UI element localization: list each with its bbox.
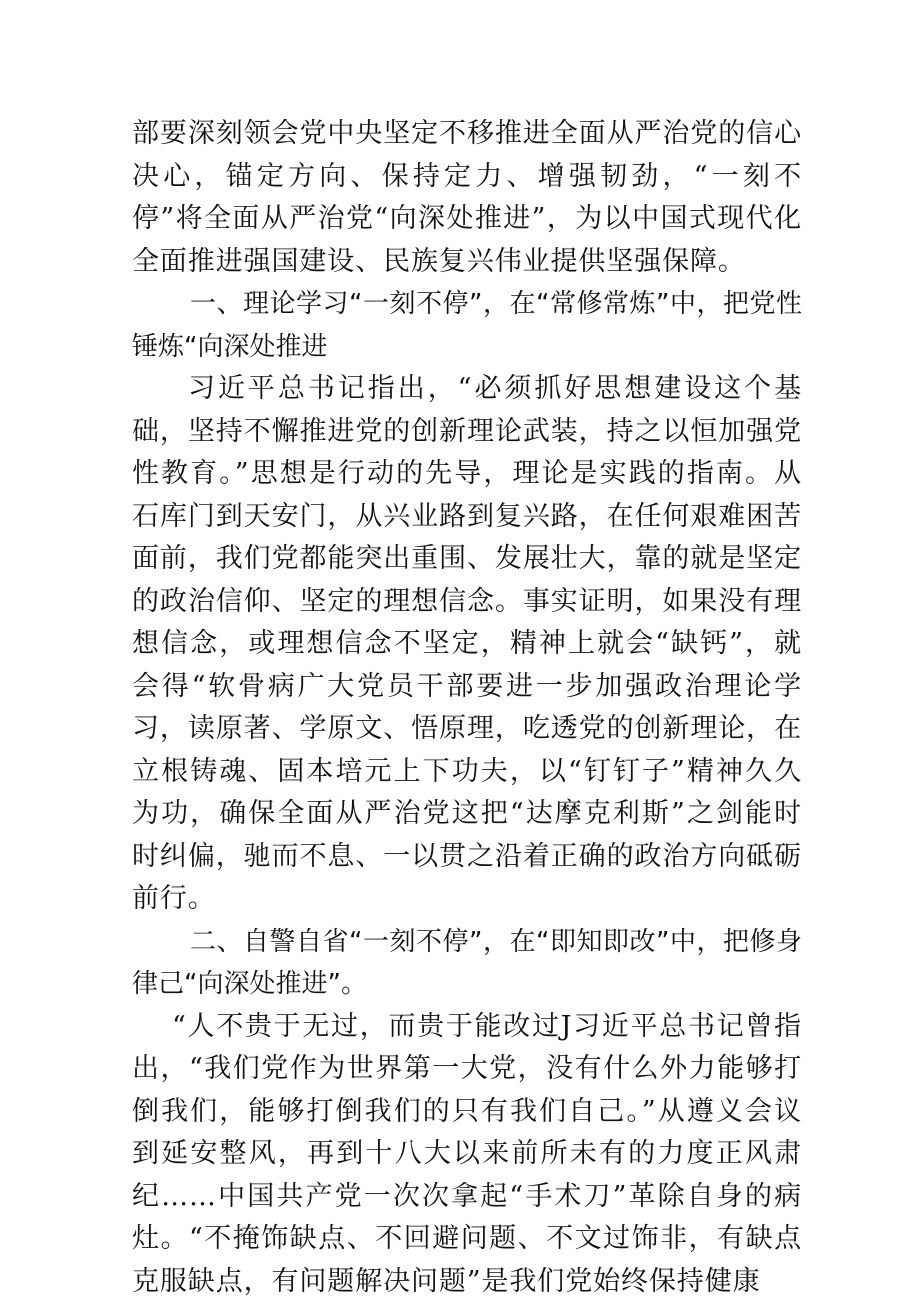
body-paragraph-intro: 部要深刻领会党中央坚定不移推进全面从严治党的信心决心，锚定方向、保持定力、增强韧劲，“一刻不停”将全面从严治党“向深处推进”，为以中国式现代化全面推进强国建设、民族复兴伟业提供坚强保障。 (132, 113, 802, 283)
body-paragraph-section-2: “人不贵于无过，而贵于能改过J习近平总书记曾指出，“我们党作为世界第一大党，没有什么外力能够打倒我们，能够打倒我们的只有我们自己。”从遵义会议到延安整风，再到十八大以来前所未有的力度正风肃纪……中国共产党一次次拿起“手术刀”革除自身的病灶。“不掩饰缺点、不回避问题、不文过饰非，有缺点克服缺点，有问题解决问题”是我们党始终保持健康 (132, 1006, 802, 1303)
section-heading-1: 一、理论学习“一刻不停”，在“常修常炼”中，把党性锤炼“向深处推进 (132, 283, 802, 368)
document-body (132, 113, 802, 1303)
body-paragraph-section-1: 习近平总书记指出，“必须抓好思想建设这个基础，坚持不懈推进党的创新理论武装，持之以恒加强党性教育。”思想是行动的先导，理论是实践的指南。从石库门到天安门，从兴业路到复兴路，在任何艰难困苦面前，我们党都能突出重围、发展壮大，靠的就是坚定的政治信仰、坚定的理想信念。事实证明，如果没有理想信念，或理想信念不坚定，精神上就会“缺钙”，就会得“软骨病广大党员干部要进一步加强政治理论学习，读原著、学原文、悟原理，吃透党的创新理论，在立根铸魂、固本培元上下功夫，以“钉钉子”精神久久为功，确保全面从严治党这把“达摩克利斯”之剑能时时纠偏，驰而不息、一以贯之沿着正确的政治方向砥砺前行。 (132, 368, 802, 921)
section-heading-2: 二、自警自省“一刻不停”，在“即知即改”中，把修身律己“向深处推进”。 (132, 921, 802, 1006)
